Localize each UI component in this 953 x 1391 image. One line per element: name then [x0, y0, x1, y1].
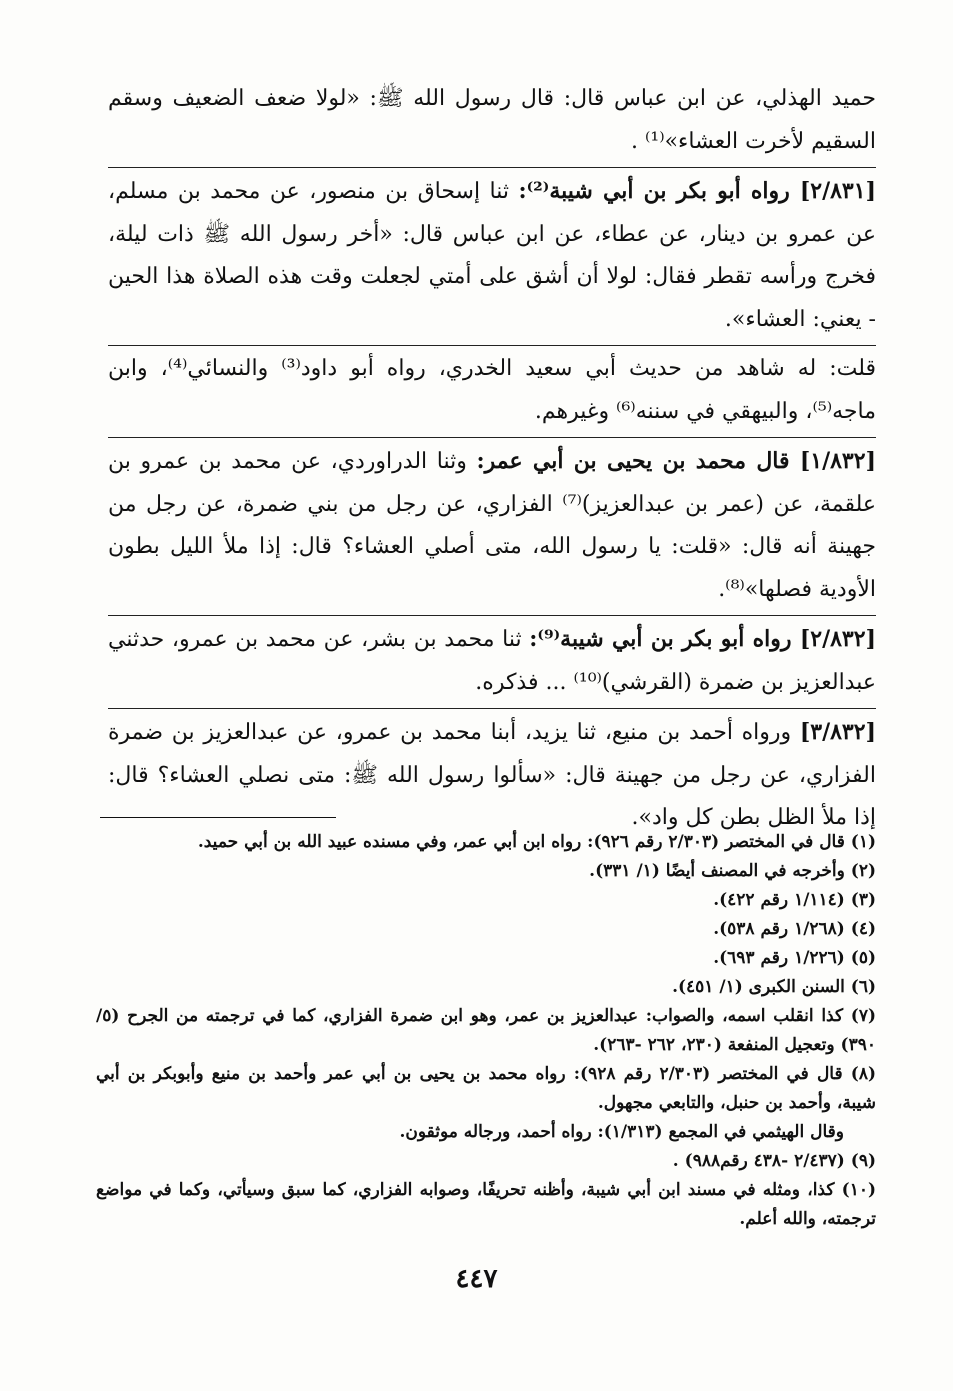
hadith-831-2-ref: [٢/٨٣١] رواه أبو بكر بن أبي شيبة⁽²⁾:: [518, 178, 876, 204]
footnote-2: (٢) وأخرجه في المصنف أيضًا (١/ ٣٣١).: [589, 861, 876, 881]
footnote-7: (٧) كذا انقلب اسمه، والصواب: عبدالعزيز بن عمر، وهو ابن ضمرة الفزاري، كما في ترجمته من الجرح (٥/ ٣٩٠) وتعجيل المنفعة (٢٣٠، ٢٦٢ -٢٦٣).: [96, 1006, 876, 1055]
footnote-8: (٨) قال في المختصر (٢/٣٠٣ رقم ٩٢٨): رواه محمد بن يحيى بن أبي عمر وأحمد بن منيع وأبوبكر بن أبي شيبة، وأحمد بن حنبل، والتابعي مجهول.: [96, 1064, 876, 1113]
page-number: ٤٤٧: [455, 1264, 498, 1294]
footnote-3: (٣) (١/١١٤ رقم ٤٢٢).: [713, 890, 876, 910]
hadith-832-3-ref: [٣/٨٣٢]: [799, 719, 876, 745]
hadith-832-3-text: ورواه أحمد بن منيع، ثنا يزيد، أبنا محمد بن عمرو، عن عبدالعزيز بن ضمرة الفزاري، عن رجل من جهينة قال: «سألوا رسول الله ﷺ: متى نصلي العشاء؟ قال: إذا ملأ الظل بطن كل واد».: [108, 720, 876, 830]
hadith-832-2: [108, 615, 876, 704]
hadith-831-2: [108, 167, 876, 341]
hadith-832-3: [108, 708, 876, 840]
footnote-10: (١٠) كذا، ومثله في مسند ابن أبي شيبة، وأظنه تحريفًا، وصوابه الفزاري، كما سبق وسيأتي، وكما في مواضع ترجمته، والله أعلم.: [96, 1180, 876, 1229]
footnote-9: (٩) (٢/٤٣٧ -٤٣٨ رقم٩٨٨) .: [672, 1151, 876, 1171]
main-text: [108, 78, 876, 840]
footnotes: [96, 828, 876, 1234]
hadith-832-1: [108, 437, 876, 611]
hadith-832-1-ref: [١/٨٣٢] قال محمد بن يحيى بن أبي عمر:: [476, 448, 876, 474]
footnote-separator: [100, 817, 336, 818]
hadith-831-2-text: ثنا إسحاق بن منصور، عن محمد بن مسلم، عن عمرو بن دينار، عن عطاء، عن ابن عباس قال: «أخر رسول الله ﷺ ذات ليلة، فخرج ورأسه تقطر فقال: لولا أن أشق على أمتي لجعلت وقت هذه الصلاة هذا الحين - يعني: العشاء».: [108, 179, 876, 332]
hadith-832-2-ref: [٢/٨٣٢] رواه أبو بكر بن أبي شيبة⁽⁹⁾:: [529, 626, 876, 652]
hadith-832-2-text: ثنا محمد بن بشر، عن محمد بن عمرو، حدثني عبدالعزيز بن ضمرة (القرشي)⁽¹⁰⁾ ... فذكره.: [108, 627, 876, 695]
footnote-8-continuation: وقال الهيثمي في المجمع (١/٣١٣): رواه أحمد، ورجاله موثقون.: [399, 1122, 844, 1142]
footnote-4: (٤) (١/٢٦٨ رقم ٥٣٨).: [713, 919, 876, 939]
footnote-6: (٦) السنن الكبرى (١/ ٤٥١).: [672, 977, 876, 997]
paragraph-1: حميد الهذلي، عن ابن عباس قال: قال رسول الله ﷺ: «لولا ضعف الضعيف وسقم السقيم لأخرت العشاء»⁽¹⁾ .: [108, 86, 876, 154]
hadith-832-1-text: وثنا الدراوردي، عن محمد بن عمرو بن علقمة، عن (عمر بن عبدالعزيز)⁽⁷⁾ الفزاري، عن رجل من بني ضمرة، عن رجل من جهينة أنه قال: «قلت: يا رسول الله، متى أصلي العشاء؟ قال: إذا ملأ الليل بطون الأودية فصلها»⁽⁸⁾.: [108, 449, 876, 602]
footnote-5: (٥) (١/٢٢٦ رقم ٦٩٣).: [713, 948, 876, 968]
commentary-paragraph: قلت: له شاهد من حديث أبي سعيد الخدري، رواه أبو داود⁽³⁾ والنسائي⁽⁴⁾، وابن ماجه⁽⁵⁾، والبيهقي في سننه⁽⁶⁾ وغيرهم.: [108, 345, 876, 433]
footnote-1: (١) قال في المختصر (٢/٣٠٣ رقم ٩٢٦): رواه ابن أبي عمر، وفي مسنده عبيد الله بن أبي حميد.: [197, 832, 876, 852]
